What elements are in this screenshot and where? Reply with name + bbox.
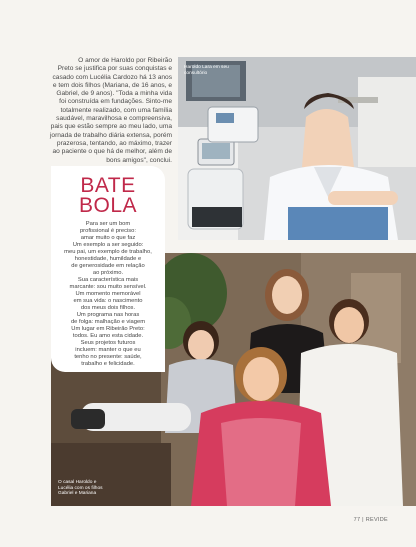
page-folio: 77 | REVIDE	[353, 517, 388, 523]
intro-line: bons amigos", conclui.	[106, 156, 172, 164]
bate-bola-line: profissional é preciso:	[79, 228, 137, 234]
intro-line: O amor de Haroldo por Ribeirão	[78, 57, 172, 64]
bate-bola-line: de folga: malhação e viagem	[70, 319, 146, 325]
caption-line: Gabriel e Mariana	[58, 491, 97, 497]
intro-line: ao paciente o que há de melhor, além de	[52, 148, 172, 156]
bate-bola-title-line: BATE	[80, 174, 136, 197]
bate-bola-line: Um lugar em Ribeirão Preto:	[71, 326, 145, 332]
bate-bola-line: marcante: sou muito sensível.	[69, 284, 147, 290]
bate-bola-title-line: BOLA	[78, 194, 138, 217]
bate-bola-line: Seus projetos futuros	[80, 340, 136, 346]
bate-bola-line: incluem: manter o que eu	[75, 347, 141, 353]
intro-line: e tem dois filhos (Mariana, de 16 anos, e	[52, 81, 172, 89]
bate-bola-body	[57, 221, 159, 368]
bate-bola-line: ao próximo.	[92, 270, 124, 276]
bate-bola-line: de generosidade em relação	[71, 263, 145, 269]
intro-line: pais que estão sempre ao meu lado, uma	[50, 123, 172, 131]
bate-bola-line: em sua vida: o nascimento	[73, 298, 143, 304]
doctor-photo	[178, 57, 416, 240]
intro-line: Gabriel, de 9 anos). "Toda a minha vida	[56, 90, 172, 98]
bate-bola-line: meu pai, um exemplo de trabalho,	[64, 249, 152, 255]
intro-line: foi construída em fundações. Sinto-me	[59, 98, 172, 106]
bate-bola-line: tenho no presente: saúde,	[74, 354, 142, 360]
intro-line: jornada de trabalho diária extensa, porém	[49, 131, 172, 139]
bate-bola-line: trabalho e felicidade.	[81, 361, 135, 367]
bate-bola-line: Para ser um bom	[85, 221, 131, 227]
bate-bola-line: honestidade, humildade e	[74, 256, 142, 262]
bate-bola-title	[57, 176, 159, 216]
bate-bola-line: dos meus dois filhos.	[80, 305, 136, 311]
bate-bola-line: amar muito o que faz	[80, 235, 136, 241]
intro-line: Preto se justifica por suas conquistas e	[57, 65, 172, 73]
bate-bola-line: todos. Eu amo esta cidade.	[72, 333, 144, 339]
bate-bola-box	[51, 166, 165, 372]
bate-bola-line: Um exemplo a ser seguido:	[72, 242, 144, 248]
caption-line: O casal Haroldo e	[58, 480, 97, 485]
family-photo-caption	[58, 480, 120, 497]
intro-line: totalmente realizado, com uma família	[60, 106, 172, 114]
bate-bola-line: Um momento memorável	[75, 291, 141, 297]
doctor-illustration	[178, 57, 416, 240]
bate-bola-line: Sua característica mais	[77, 277, 139, 283]
intro-line: casado com Lucélia Cardozo há 13 anos	[52, 73, 172, 81]
intro-line: saudável, maravilhosa e compreensiva,	[56, 115, 172, 123]
doctor-photo-caption: Haroldo Lara em seu consultório	[184, 65, 229, 76]
intro-paragraph	[38, 57, 172, 165]
caption-line: Lucélia com os filhos	[58, 485, 103, 491]
intro-line: prazerosa, tentando, ao máximo, trazer	[56, 139, 172, 147]
bate-bola-line: Um programa nas horas	[76, 312, 140, 318]
